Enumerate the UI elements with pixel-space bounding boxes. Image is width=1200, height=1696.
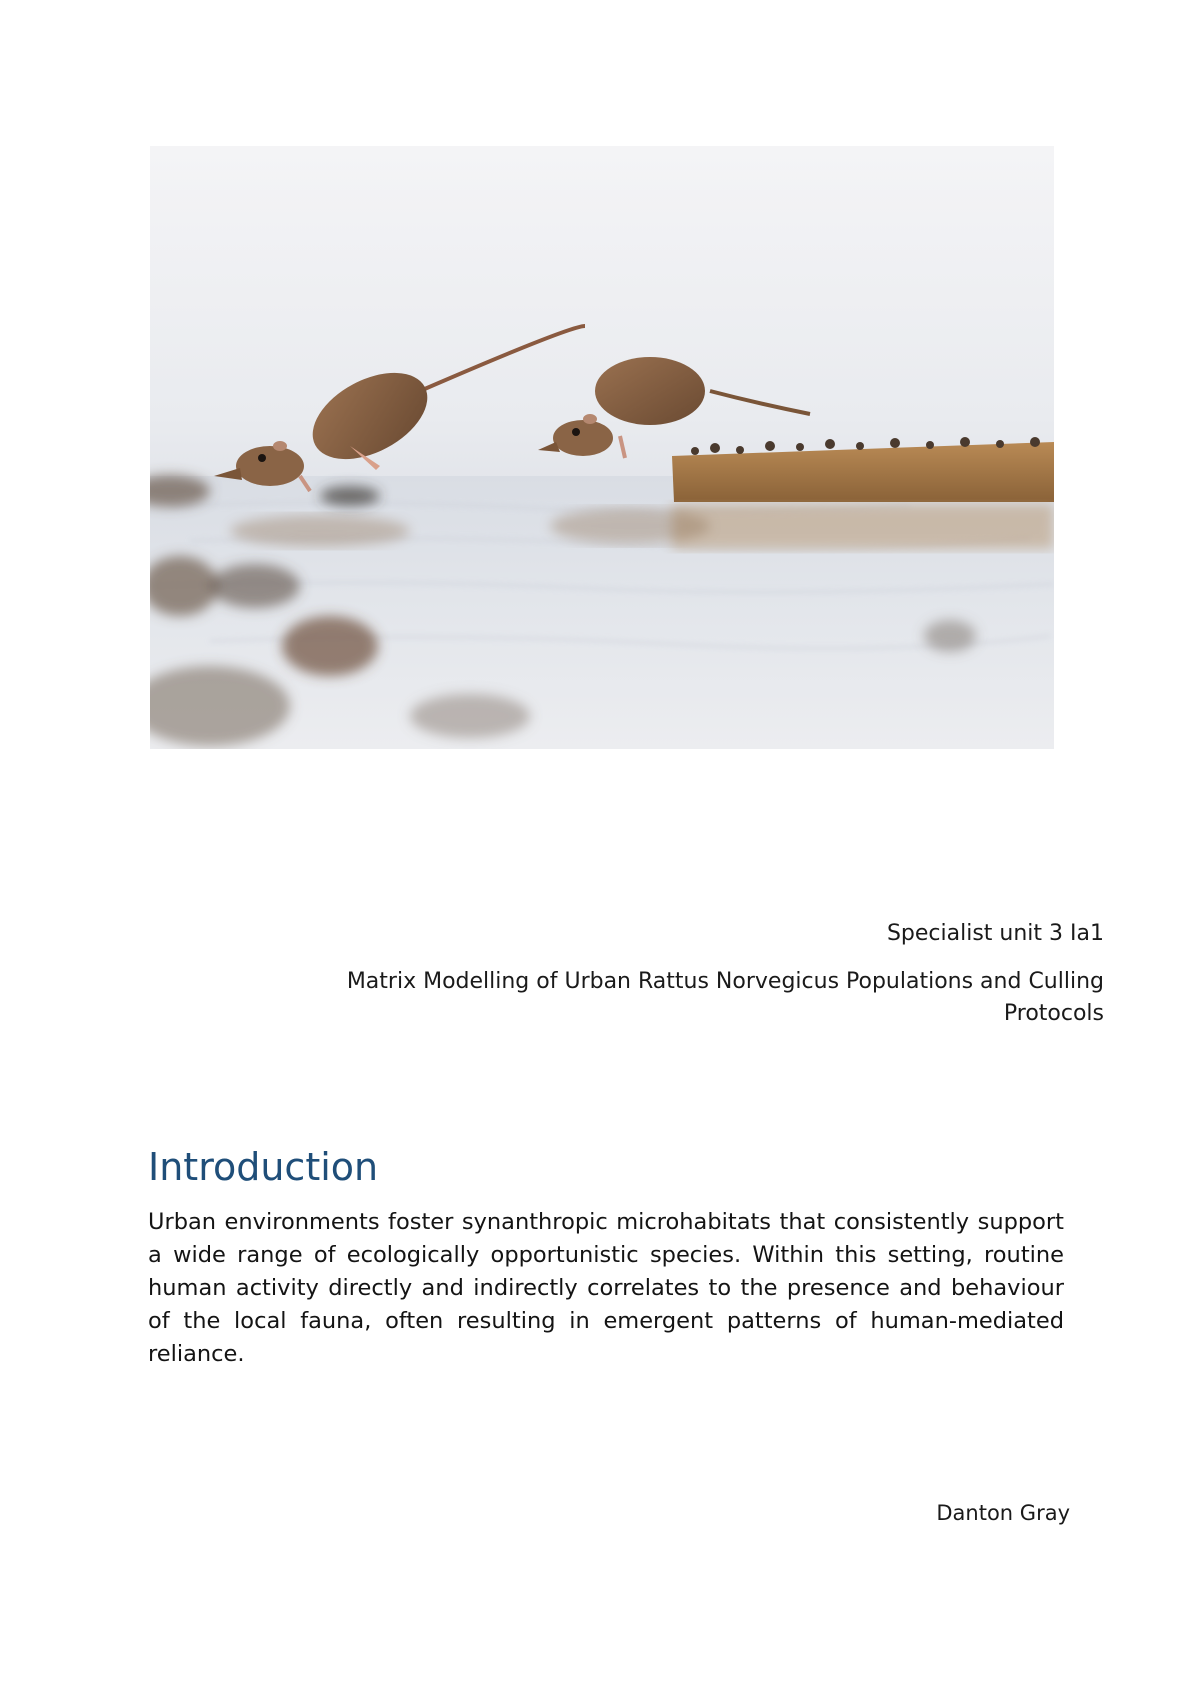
introduction-heading: Introduction <box>148 1145 379 1189</box>
unit-label: Specialist unit 3 Ia1 <box>886 921 1104 946</box>
cover-photo <box>150 146 1054 749</box>
document-title: Matrix Modelling of Urban Rattus Norvegicus Populations and Culling Protocols <box>346 969 1104 1026</box>
author-name: Danton Gray <box>936 1501 1070 1525</box>
introduction-paragraph: Urban environments foster synanthropic microhabitats that consistently support a wide range of ecologically opportunistic species. Within this setting, routine human activity directly and indirectly correlates to the presence and behaviour of the local fauna, often resulting in emergent patterns of human-mediated reliance. <box>148 1209 1064 1367</box>
